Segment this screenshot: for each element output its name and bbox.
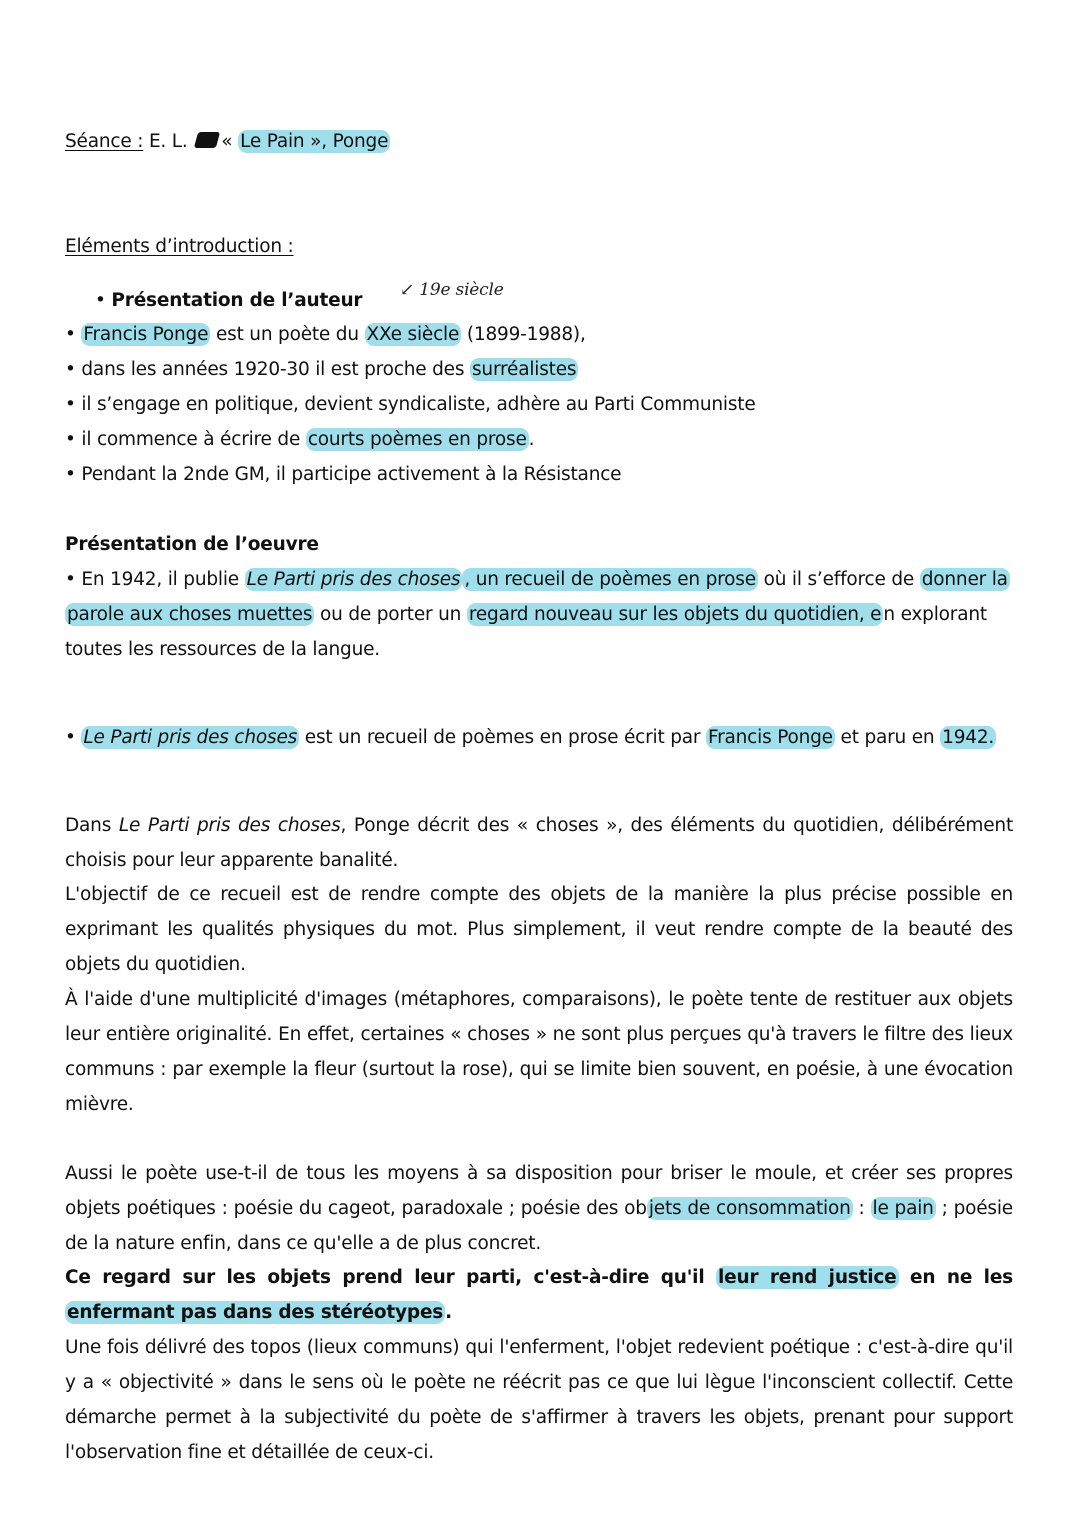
subheading-author	[95, 283, 1043, 318]
text-segment: • il s’engage en politique, devient syndicaliste, adhère au Parti Communiste	[65, 394, 756, 415]
text-segment: (1899-1988),	[461, 324, 586, 345]
text-segment: Séance :	[65, 131, 144, 152]
text-segment: est un recueil de poèmes en prose écrit par	[299, 727, 706, 748]
text-segment: Aussi le poète use-t-il de tous les moyens à sa disposition pour briser le moule, et créer ses propres objets poétiques : poésie du cageot, paradoxale ; poésie des ob	[65, 1163, 1013, 1219]
paragraph	[65, 808, 1013, 878]
text-segment: n explorant toutes les ressources de la langue.	[65, 604, 987, 660]
text-segment: Dans	[65, 815, 119, 836]
text-segment: Ce regard sur les objets prend leur parti, c'est-à-dire qu'il	[65, 1267, 716, 1288]
text-segment: •	[65, 324, 82, 345]
text-segment: À l'aide d'une multiplicité d'images (métaphores, comparaisons), le poète tente de restituer aux objets leur entière originalité. En effet, certaines « choses » ne sont plus perçues qu'à travers le filtre des lieux communs : par exemple la fleur (surtout la rose), qui se limite bien souvent, en poésie, à une évocation mièvre.	[65, 989, 1013, 1115]
text-segment: • dans les années 1920-30 il est proche des	[65, 359, 470, 380]
author-bullet	[65, 457, 1013, 492]
paragraph	[65, 877, 1013, 982]
session-title	[65, 124, 1013, 159]
subheading-work	[65, 527, 1013, 562]
text-segment: Présentation de l’auteur	[111, 290, 363, 311]
paragraph-bold	[65, 1260, 1013, 1330]
highlighted-text: courts poèmes en prose	[307, 429, 527, 450]
text-segment: Le Parti pris des choses	[118, 815, 341, 836]
text-segment: .	[445, 1302, 452, 1323]
text-segment: ou de porter un	[314, 604, 467, 625]
section-heading-intro	[65, 229, 1013, 264]
highlighted-text: leur rend justice	[717, 1267, 897, 1288]
text-segment: L'objectif de ce recueil est de rendre compte des objets de la manière la plus précise possible en exprimant les qualités physiques du mot. Plus simplement, il veut rendre compte de la beauté des objets du quotidien.	[65, 884, 1013, 975]
handwritten-note: ↙ 19e siècle	[400, 280, 504, 300]
highlighted-text: 1942.	[942, 727, 995, 748]
text-segment: «	[221, 131, 239, 152]
highlighted-text: Francis Ponge	[708, 727, 833, 748]
text-segment: E. L.	[143, 131, 194, 152]
text-segment: • Pendant la 2nde GM, il participe activement à la Résistance	[65, 464, 622, 485]
text-segment: , Ponge décrit des « choses », des éléments du quotidien, délibérément choisis pour leur apparente banalité.	[65, 815, 1014, 871]
author-bullet	[65, 352, 1013, 387]
text-segment: •	[95, 290, 112, 311]
text-segment: :	[852, 1198, 871, 1219]
author-bullet	[65, 317, 1013, 352]
text-segment: est un poète du	[210, 324, 365, 345]
scribble-mark	[194, 132, 220, 148]
text-segment: ; poésie de la nature enfin, dans ce qu'elle a de plus concret.	[65, 1198, 1013, 1254]
highlighted-text: Francis Ponge	[83, 324, 209, 345]
highlighted-text: regard nouveau sur les objets du quotidien, e	[468, 604, 882, 625]
text-segment: •	[65, 727, 82, 748]
paragraph	[65, 562, 1013, 667]
text-segment: Une fois délivré des topos (lieux communs) qui l'enferment, l'objet redevient poétique : c'est-à-dire qu'il y a « objectivité » dans le sens où le poète ne réécrit pas ce que lui lègue l'inconscient collectif. Cette démarche permet à la subjectivité du poète de s'affirmer à travers les objets, prenant pour support l'observation fine et détaillée de ceux-ci.	[65, 1337, 1013, 1463]
paragraph	[65, 982, 1013, 1122]
highlighted-text: surréalistes	[471, 359, 577, 380]
text-segment: où il s’efforce de	[757, 569, 920, 590]
highlighted-text: le pain	[872, 1198, 934, 1219]
highlighted-text: XXe siècle	[366, 324, 460, 345]
text-segment: Eléments d’introduction :	[65, 236, 294, 257]
highlighted-text: Le Pain », Ponge	[240, 131, 389, 152]
highlighted-text: Le Parti pris des choses	[246, 569, 461, 590]
author-bullet	[65, 422, 1013, 457]
paragraph	[65, 1330, 1013, 1470]
highlighted-text: donner la parole aux choses muettes	[67, 569, 1008, 625]
text-segment: et paru en	[834, 727, 941, 748]
text-segment: Présentation de l’oeuvre	[65, 534, 319, 555]
text-segment: • il commence à écrire de	[65, 429, 306, 450]
author-bullet	[65, 387, 1013, 422]
text-segment: • En 1942, il publie	[65, 569, 245, 590]
paragraph	[65, 720, 1013, 755]
highlighted-text: jets de consommation	[648, 1198, 851, 1219]
highlighted-text: enfermant pas dans des stéréotypes	[67, 1302, 444, 1323]
text-segment: .	[528, 429, 535, 450]
highlighted-text: Le Parti pris des choses	[83, 727, 298, 748]
text-segment: en ne les	[898, 1267, 1013, 1288]
highlighted-text: , un recueil de poèmes en prose	[464, 569, 756, 590]
paragraph	[65, 1156, 1013, 1261]
